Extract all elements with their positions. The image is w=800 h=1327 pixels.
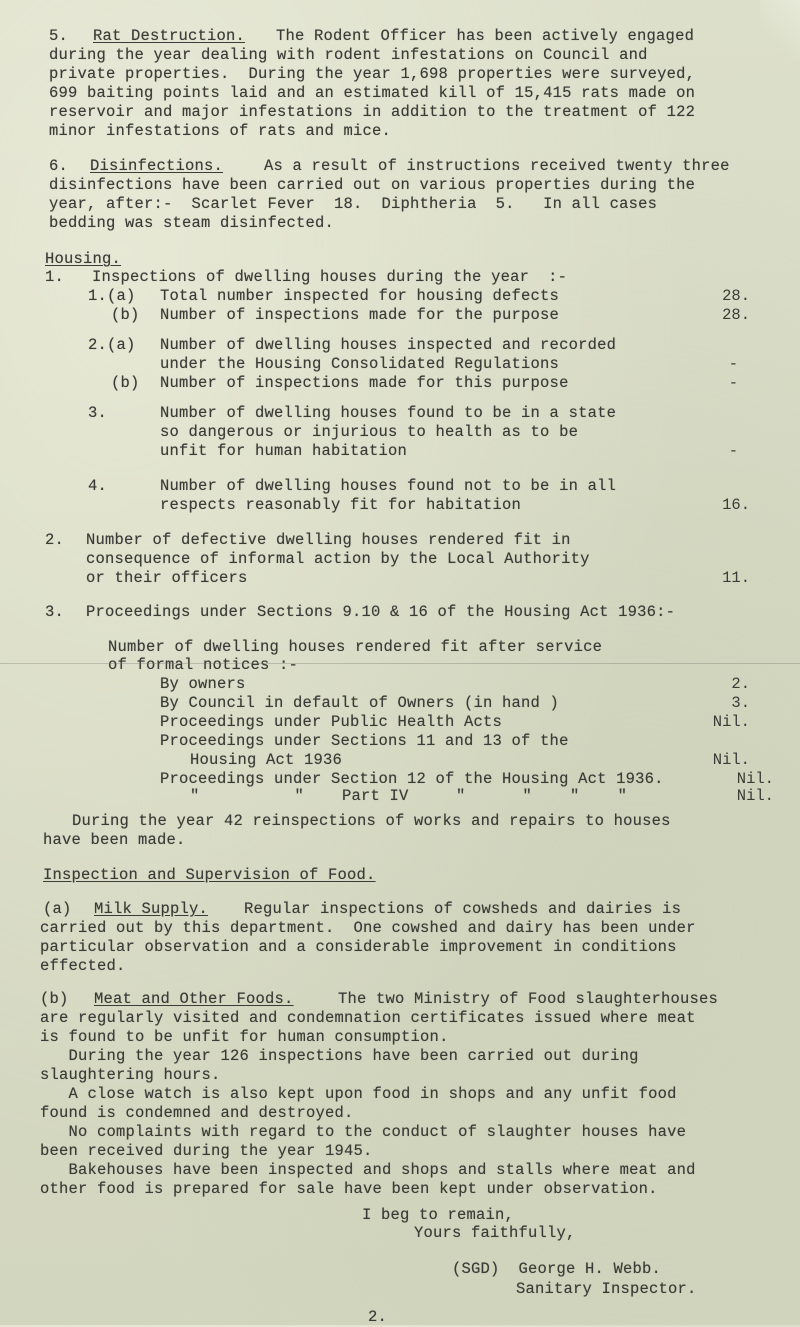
milk-heading: Milk Supply. — [94, 900, 209, 918]
housing-item3-subhead: of formal notices :- — [108, 656, 299, 674]
housing-item3-text: Proceedings under Sections 9.10 & 16 of the Housing Act 1936:- — [86, 603, 676, 621]
row-value: - — [728, 374, 738, 392]
proceedings-row-text: Proceedings under Section 12 of the Housing Act 1936. — [160, 770, 664, 788]
milk-line: carried out by this department. One cowshed and dairy has been under — [40, 919, 696, 937]
meat-line: No complaints with regard to the conduct of slaughter houses have — [40, 1123, 687, 1141]
meat-line: A close watch is also kept upon food in shops and any unfit food — [40, 1085, 677, 1103]
meat-line: been received during the year 1945. — [40, 1142, 373, 1160]
row-value: - — [728, 442, 738, 460]
section6-line: disinfections have been carried out on various properties during the — [49, 176, 696, 194]
page-fold-line — [0, 663, 800, 664]
section5-line: during the year dealing with rodent infestations on Council and — [49, 46, 648, 64]
milk-label: (a) — [43, 900, 72, 918]
section6-line: year, after:- Scarlet Fever 18. Diphtheria 5. In all cases — [49, 195, 658, 213]
row-label: 2.(a) — [88, 336, 136, 354]
row-label: 4. — [88, 477, 108, 495]
milk-line: particular observation and a considerable improvement in conditions — [40, 938, 677, 956]
row-label: 1.(a) — [88, 287, 136, 305]
meat-line: are regularly visited and condemnation certificates issued where meat — [40, 1009, 696, 1027]
meat-line: The two Ministry of Food slaughterhouses — [338, 990, 719, 1008]
proceedings-row-text: By owners — [160, 675, 246, 693]
row-text: Number of dwelling houses found not to be in all — [160, 477, 617, 495]
reinspections-line: During the year 42 reinspections of works and repairs to houses — [72, 812, 671, 830]
row-text: so dangerous or injurious to health as to be — [160, 423, 579, 441]
section5-number: 5. — [49, 27, 69, 45]
meat-line: Bakehouses have been inspected and shops and stalls where meat and — [40, 1161, 696, 1179]
row-text: Number of inspections made for this purpose — [160, 374, 569, 392]
housing-item2-value: 11. — [722, 569, 750, 587]
section6-heading: Disinfections. — [90, 157, 224, 175]
proceedings-row-value: Nil. — [712, 713, 750, 731]
housing-item3-number: 3. — [45, 603, 65, 621]
section5-line: private properties. During the year 1,698 properties were surveyed, — [49, 65, 696, 83]
meat-line: slaughtering hours. — [40, 1066, 221, 1084]
housing-item1-text: Inspections of dwelling houses during the year :- — [92, 268, 568, 286]
proceedings-row-value: Nil. — [712, 751, 750, 769]
page-number: 2. — [368, 1308, 388, 1326]
housing-item3-subhead: Number of dwelling houses rendered fit after service — [108, 638, 603, 656]
housing-item2-line: Number of defective dwelling houses rendered fit in — [86, 531, 571, 549]
milk-line: effected. — [40, 957, 126, 975]
meat-line: is found to be unfit for human consumption. — [40, 1028, 449, 1046]
signature: (SGD) George H. Webb. — [452, 1260, 662, 1278]
proceedings-row-value: 3. — [731, 694, 750, 712]
reinspections-line: have been made. — [43, 831, 186, 849]
meat-line: During the year 126 inspections have been carried out during — [40, 1047, 639, 1065]
section5-line: minor infestations of rats and mice. — [49, 122, 392, 140]
proceedings-row-text: Housing Act 1936 — [190, 751, 343, 769]
proceedings-row-text: Proceedings under Sections 11 and 13 of the — [160, 732, 569, 750]
closing-line: I beg to remain, — [362, 1206, 515, 1224]
proceedings-row-text: By Council in default of Owners (in hand ) — [160, 694, 560, 712]
signatory-title: Sanitary Inspector. — [516, 1280, 697, 1298]
section5-line: 699 baiting points laid and an estimated kill of 15,415 rats made on — [49, 84, 696, 102]
row-text: Total number inspected for housing defects — [160, 287, 560, 305]
meat-heading: Meat and Other Foods. — [94, 990, 294, 1008]
meat-label: (b) — [40, 990, 69, 1008]
proceedings-row-value: 2. — [731, 675, 750, 693]
page-corner-fold — [760, 0, 800, 60]
food-heading: Inspection and Supervision of Food. — [43, 866, 376, 884]
proceedings-row-value: Nil. — [736, 770, 774, 788]
proceedings-row-text: Proceedings under Public Health Acts — [160, 713, 503, 731]
housing-item2-line: consequence of informal action by the Local Authority — [86, 550, 590, 568]
section6-line: As a result of instructions received twenty three — [264, 157, 730, 175]
row-text: Number of dwelling houses inspected and recorded — [160, 336, 617, 354]
section6-line: bedding was steam disinfected. — [49, 214, 335, 232]
closing-line: Yours faithfully, — [414, 1224, 576, 1242]
row-label: 3. — [88, 404, 108, 422]
housing-item2-number: 2. — [45, 531, 65, 549]
meat-line: other food is prepared for sale have been kept under observation. — [40, 1180, 658, 1198]
section5-line: The Rodent Officer has been actively engaged — [276, 27, 695, 45]
row-text: unfit for human habitation — [160, 442, 408, 460]
housing-item1-number: 1. — [45, 268, 65, 286]
proceedings-row-value: Nil. — [736, 787, 774, 805]
row-value: - — [728, 355, 738, 373]
proceedings-row-text: " " Part IV " " " " — [190, 787, 628, 805]
section5-heading: Rat Destruction. — [93, 27, 246, 45]
row-text: Number of inspections made for the purpose — [160, 306, 560, 324]
row-text: under the Housing Consolidated Regulations — [160, 355, 560, 373]
meat-line: found is condemned and destroyed. — [40, 1104, 354, 1122]
row-label: (b) — [111, 306, 140, 324]
row-value: 28. — [722, 306, 750, 324]
row-text: Number of dwelling houses found to be in a state — [160, 404, 617, 422]
housing-item2-line: or their officers — [86, 569, 248, 587]
housing-heading: Housing. — [45, 250, 122, 268]
section6-number: 6. — [49, 157, 69, 175]
row-value: 16. — [722, 496, 750, 514]
row-label: (b) — [111, 374, 140, 392]
milk-line: Regular inspections of cowsheds and dairies is — [244, 900, 682, 918]
row-value: 28. — [722, 287, 750, 305]
section5-line: reservoir and major infestations in addition to the treatment of 122 — [49, 103, 696, 121]
row-text: respects reasonably fit for habitation — [160, 496, 522, 514]
